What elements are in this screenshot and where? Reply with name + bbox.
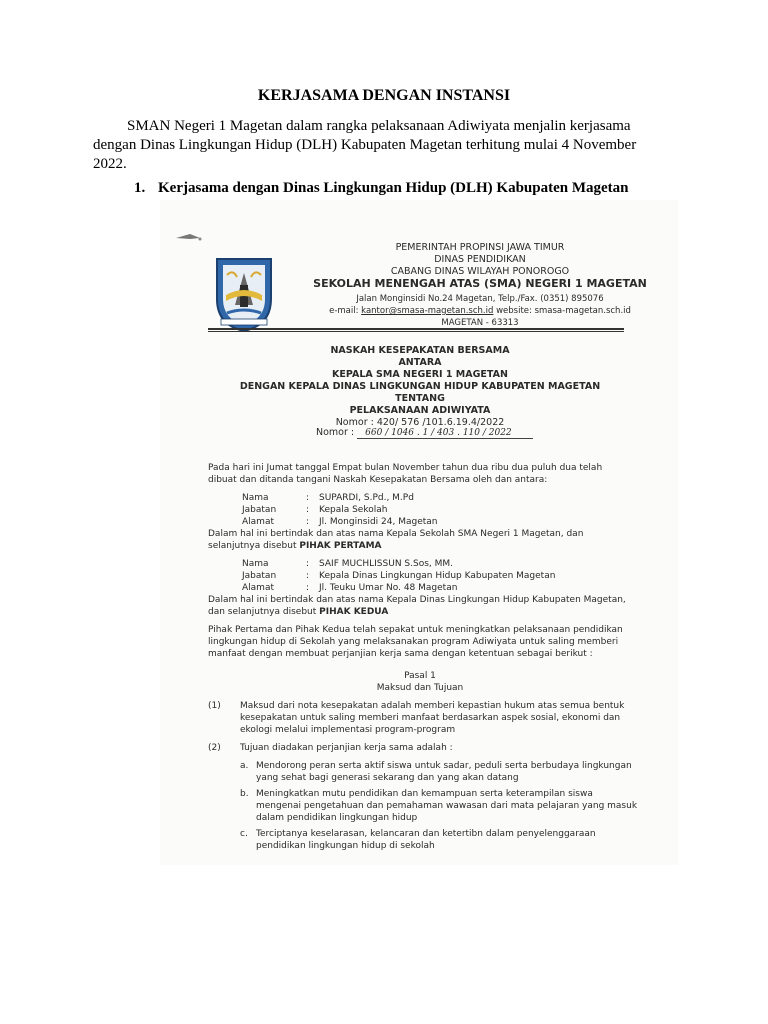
opening-line: Pada hari ini Jumat tanggal Empat bulan November tahun dua ribu dua puluh dua telah	[208, 463, 603, 473]
agreement-title-line: PELAKSANAAN ADIWIYATA	[349, 405, 491, 416]
party1-jabatan-row: Jabatan : Kepala Sekolah	[242, 505, 388, 515]
letterhead-line3: CABANG DINAS WILAYAH PONOROGO	[390, 266, 570, 277]
field-value: Kepala Sekolah	[319, 505, 388, 515]
party1-alamat-row: Alamat : Jl. Monginsidi 24, Magetan	[242, 517, 438, 527]
sub-item-line: Terciptanya keselarasan, kelancaran dan ketertibn dalam penyelenggaraan	[256, 829, 596, 839]
handwritten-number: 660 / 1046 . 1 / 403 . 110 / 2022	[357, 428, 533, 439]
letterhead-line2: DINAS PENDIDIKAN	[434, 254, 526, 265]
field-value: Jl. Monginsidi 24, Magetan	[319, 517, 438, 527]
field-value: SUPARDI, S.Pd., M.Pd	[319, 493, 414, 503]
agreement-title-line: NASKAH KESEPAKATAN BERSAMA	[330, 345, 510, 356]
website-text: website: smasa-magetan.sch.id	[496, 306, 631, 316]
sub-item-line: yang sehat bagi generasi sekarang dan yang akan datang	[256, 773, 519, 783]
pasal-number: Pasal 1	[404, 671, 436, 681]
east-java-emblem-icon	[213, 255, 275, 333]
field-value: Jl. Teuku Umar No. 48 Magetan	[319, 583, 458, 593]
page-title: KERJASAMA DENGAN INSTANSI	[257, 87, 511, 104]
agreement-title-line: DENGAN KEPALA DINAS LINGKUNGAN HIDUP KABUPATEN MAGETAN	[239, 381, 601, 392]
sub-item-line: pendidikan lingkungan hidup di sekolah	[256, 841, 435, 851]
letterhead-contact	[280, 305, 678, 317]
field-label: Nama	[242, 493, 269, 503]
clause-line: ekologi melalui implementasi program-program	[240, 725, 456, 735]
agreement-text-line: Pihak Pertama dan Pihak Kedua telah sepakat untuk meningkatkan pelaksanaan pendidikan	[208, 625, 623, 635]
sub-item-line: dalam pendidikan lingkungan hidup	[256, 813, 418, 823]
field-label: Jabatan	[242, 505, 277, 515]
scanned-agreement-document	[160, 200, 678, 865]
clause-line: kesepakatan untuk saling memberi manfaat berdasarkan aspek sosial, ekonomi dan	[240, 713, 621, 723]
opening-line: dibuat dan ditanda tangani Naskah Kesepakatan Bersama oleh dan antara:	[208, 475, 548, 485]
field-label: Alamat	[242, 583, 274, 593]
field-value: SAIF MUCHLISSUN S.Sos, MM.	[319, 559, 454, 569]
email-label: e-mail:	[329, 306, 359, 316]
clause-line: Maksud dari nota kesepakatan adalah memberi kepastian hukum atas semua bentuk	[240, 701, 625, 711]
party1-description	[208, 540, 382, 552]
section-heading-text: Kerjasama dengan Dinas Lingkungan Hidup (DLH) Kabupaten Magetan	[158, 180, 629, 196]
field-label: Nama	[242, 559, 269, 569]
agreement-title-line: ANTARA	[398, 357, 442, 368]
agreement-text-line: lingkungan hidup di Sekolah yang melaksanakan program Adiwiyata untuk saling memberi	[208, 637, 619, 647]
letterhead-divider	[208, 328, 624, 330]
email-link[interactable]: kantor@smasa-magetan.sch.id	[361, 306, 494, 316]
agreement-text-line: manfaat dengan membuat perjanjian kerja sama dengan ketentuan sebagai berikut :	[208, 649, 593, 659]
nomor-label: Nomor :	[316, 427, 355, 438]
clause-line: Tujuan diadakan perjanjian kerja sama adalah :	[240, 743, 453, 753]
intro-paragraph	[93, 117, 661, 174]
party2-description: Dalam hal ini bertindak dan atas nama Kepala Dinas Lingkungan Hidup Kabupaten Magetan,	[208, 595, 626, 605]
party2-alamat-row: Alamat : Jl. Teuku Umar No. 48 Magetan	[242, 583, 458, 593]
clause-number: (1)	[208, 701, 221, 711]
intro-text: SMAN Negeri 1 Magetan dalam rangka pelaksanaan Adiwiyata menjalin kerjasama dengan Dinas Lingkungan Hidup (DLH) Kabupaten Magetan terhitung mulai 4 November 2022.	[93, 118, 637, 172]
letterhead-divider-thin	[208, 331, 624, 332]
sub-item-line: Mendorong peran serta aktif siswa untuk sadar, peduli serta berbudaya lingkungan	[256, 761, 632, 771]
party1-desc-text: selanjutnya disebut	[208, 541, 297, 551]
party1-name-row: Nama : SUPARDI, S.Pd., M.Pd	[242, 493, 414, 503]
party2-desc-text: dan selanjutnya disebut	[208, 607, 317, 617]
agreement-title-line: TENTANG	[395, 393, 445, 404]
party2-jabatan-row: Jabatan : Kepala Dinas Lingkungan Hidup Kabupaten Magetan	[242, 571, 556, 581]
section-number: 1.	[134, 180, 146, 196]
scan-mark-icon	[174, 230, 204, 244]
sub-item-letter: a.	[240, 761, 249, 771]
sub-item-line: Meningkatkan mutu pendidikan dan kemampuan serta keterampilan siswa	[256, 789, 593, 799]
section-heading	[134, 180, 629, 197]
party1-label: PIHAK PERTAMA	[299, 541, 382, 551]
party1-description: Dalam hal ini bertindak dan atas nama Kepala Sekolah SMA Negeri 1 Magetan, dan	[208, 529, 584, 539]
field-label: Alamat	[242, 517, 274, 527]
party2-label: PIHAK KEDUA	[319, 607, 389, 617]
field-value: Kepala Dinas Lingkungan Hidup Kabupaten Magetan	[319, 571, 556, 581]
party2-name-row: Nama : SAIF MUCHLISSUN S.Sos, MM.	[242, 559, 454, 569]
letterhead-address: Jalan Monginsidi No.24 Magetan, Telp./Fax. (0351) 895076	[356, 294, 604, 304]
document-number-handwritten	[316, 427, 533, 439]
letterhead-line1: PEMERINTAH PROPINSI JAWA TIMUR	[395, 242, 565, 253]
field-label: Jabatan	[242, 571, 277, 581]
document-number: Nomor : 420/ 576 /101.6.19.4/2022	[335, 417, 505, 428]
sub-item-letter: b.	[240, 789, 249, 799]
letterhead-school-name: SEKOLAH MENENGAH ATAS (SMA) NEGERI 1 MAGETAN	[313, 277, 647, 290]
agreement-title-line: KEPALA SMA NEGERI 1 MAGETAN	[332, 369, 508, 380]
sub-item-line: mengenai pengetahuan dan pemahaman wawasan dari mata pelajaran yang masuk	[256, 801, 638, 811]
clause-number: (2)	[208, 743, 221, 753]
pasal-title: Maksud dan Tujuan	[376, 683, 464, 693]
letterhead-city: MAGETAN - 63313	[441, 318, 519, 328]
party2-description	[208, 606, 388, 618]
sub-item-letter: c.	[240, 829, 248, 839]
